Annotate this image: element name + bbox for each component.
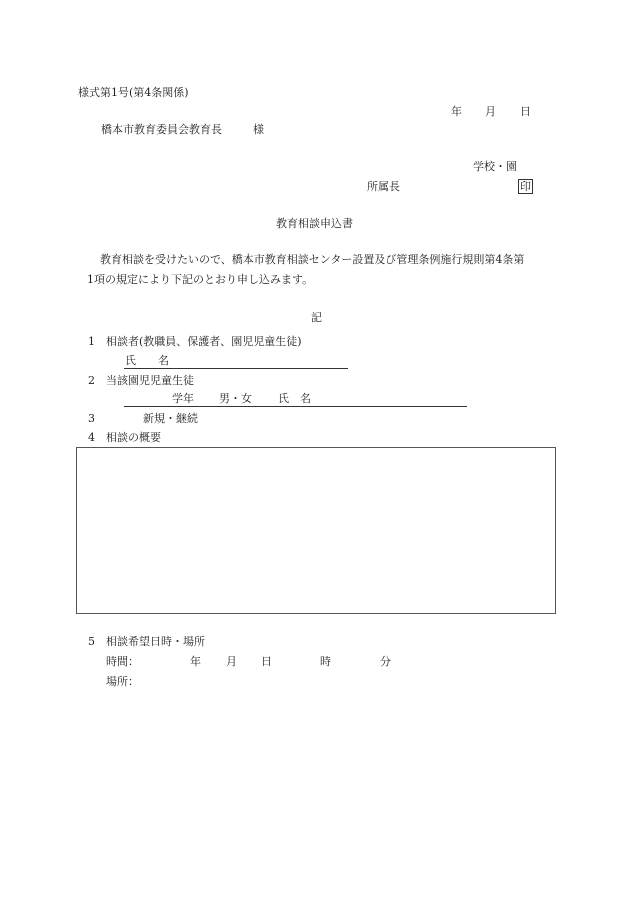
time-month-label: 月 — [226, 655, 237, 668]
student-sex-label: 男・女 — [219, 392, 252, 405]
date-month-label: 月 — [485, 105, 496, 118]
date-day-label: 日 — [520, 105, 531, 118]
student-name-label: 氏 名 — [278, 392, 311, 405]
school-label: 学校・園 — [473, 160, 517, 173]
form-number: 様式第1号(第4条関係) — [78, 86, 189, 99]
principal-label: 所属長 — [367, 180, 400, 193]
place-label: 場所： — [106, 675, 139, 688]
item-5-number: 5 — [88, 635, 95, 648]
item-4-number: 4 — [88, 431, 95, 444]
item-2-number: 2 — [88, 374, 95, 387]
time-day-label: 日 — [261, 655, 272, 668]
addressee-name: 橋本市教育委員会教育長 — [101, 123, 222, 136]
requester-name-line — [124, 368, 348, 369]
student-info-line — [124, 406, 467, 407]
time-minute-label: 分 — [380, 655, 391, 668]
form-title: 教育相談申込書 — [276, 217, 353, 230]
item-2-label: 当該園児児童生徒 — [106, 374, 194, 387]
requester-name-label: 氏 名 — [125, 354, 169, 367]
item-3-label: 新規・継続 — [143, 412, 198, 425]
item-1-label: 相談者(教職員、保護者、園児児童生徒) — [106, 335, 302, 348]
item-1-number: 1 — [88, 335, 95, 348]
item-5-label: 相談希望日時・場所 — [106, 635, 205, 648]
date-year-label: 年 — [451, 105, 462, 118]
addressee-honorific: 様 — [253, 123, 264, 136]
item-3-number: 3 — [88, 412, 95, 425]
seal-mark: 印 — [520, 180, 531, 193]
consultation-summary-box — [76, 447, 556, 614]
intro-line-1: 教育相談を受けたいので、橋本市教育相談センター設置及び管理条例施行規則第4条第 — [100, 253, 525, 266]
intro-line-2: 1項の規定により下記のとおり申し込みます。 — [87, 273, 314, 286]
student-grade-label: 学年 — [172, 392, 194, 405]
ki-heading: 記 — [311, 311, 322, 324]
item-4-label: 相談の概要 — [106, 431, 161, 444]
time-year-label: 年 — [190, 655, 201, 668]
time-hour-label: 時 — [320, 655, 331, 668]
time-label: 時間： — [106, 655, 139, 668]
